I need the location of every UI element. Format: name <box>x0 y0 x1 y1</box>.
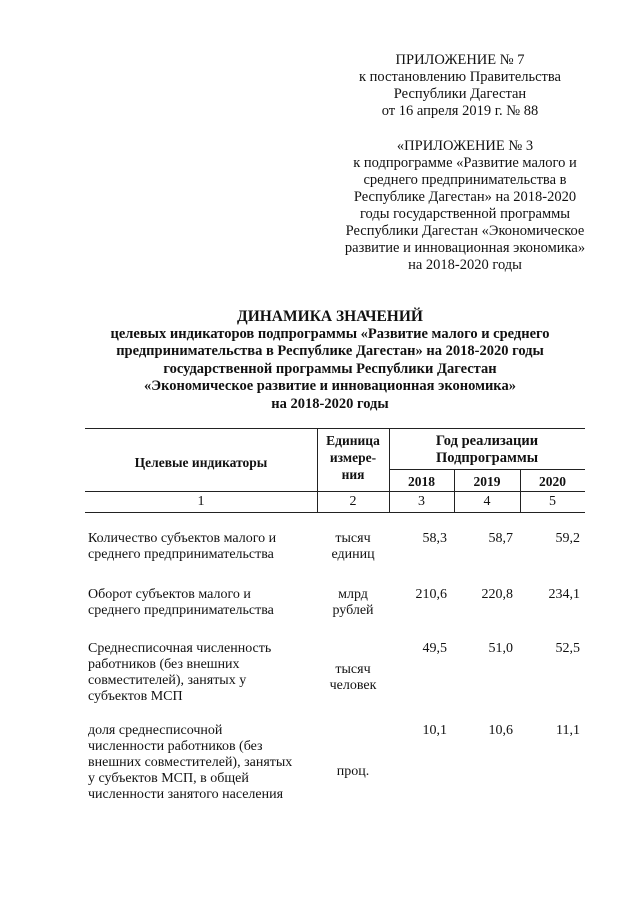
indicator-line: совместителей), занятых у <box>88 673 247 688</box>
value-2018: 210,6 <box>415 587 447 602</box>
indicator-line: доля среднесписочной <box>88 723 223 738</box>
indicator-line: среднего предпринимательства <box>88 547 274 562</box>
appendix-3-line: к подпрограмме «Развитие малого и <box>353 155 577 171</box>
indicator-line: Среднесписочная численность <box>88 641 272 656</box>
indicator-line: у субъектов МСП, в общей <box>88 771 249 786</box>
year-split-border <box>389 469 585 470</box>
appendix-3-line: Республики Дагестан «Экономическое <box>345 223 585 239</box>
indicator-line: Оборот субъектов малого и <box>88 587 251 602</box>
column-number: 5 <box>549 494 556 509</box>
unit-cell <box>317 531 389 563</box>
header-year-line: Подпрограммы <box>435 450 539 466</box>
title-line: целевых индикаторов подпрограммы «Развитие малого и среднего <box>110 325 550 342</box>
appendix-7-line: от 16 апреля 2019 г. № 88 <box>381 103 539 119</box>
value-2020: 52,5 <box>555 641 580 656</box>
header-unit-line: ния <box>341 467 365 482</box>
table-number-row-border <box>85 512 585 513</box>
indicator-avg-headcount <box>88 641 318 705</box>
unit-line: рублей <box>332 603 374 618</box>
header-unit-line: измере- <box>329 450 377 465</box>
appendix-3-line: на 2018-2020 годы <box>408 257 522 273</box>
appendix-7-line: Республики Дагестан <box>393 86 527 102</box>
unit-line: проц. <box>336 764 370 779</box>
value-2019: 10,6 <box>488 723 513 738</box>
title-line: на 2018-2020 годы <box>271 395 389 412</box>
title-line: предпринимательства в Республике Дагестан» на 2018-2020 годы <box>116 343 544 359</box>
appendix-3-line: «ПРИЛОЖЕНИЕ № 3 <box>396 138 534 154</box>
indicator-line: среднего предпринимательства <box>88 603 274 618</box>
value-2020: 11,1 <box>556 723 580 738</box>
unit-line: единиц <box>331 547 375 562</box>
indicator-line: численности занятого населения <box>88 787 284 802</box>
title-line: государственной программы Республики Дагестан <box>163 360 497 377</box>
unit-line: млрд <box>338 587 368 602</box>
document-title <box>70 308 590 413</box>
value-2019: 220,8 <box>481 587 513 602</box>
title-main: ДИНАМИКА ЗНАЧЕНИЙ <box>237 308 423 325</box>
indicator-line: численности работников (без <box>88 739 263 754</box>
value-2019: 51,0 <box>488 641 513 656</box>
appendix-3-line: годы государственной программы <box>359 206 571 222</box>
value-2020: 234,1 <box>548 587 580 602</box>
header-year-2019: 2019 <box>473 474 501 489</box>
appendix-3-line: Республике Дагестан» на 2018-2020 <box>353 189 577 205</box>
appendix-7-header <box>340 52 580 120</box>
indicator-smb-turnover <box>88 587 318 619</box>
header-year-line: Год реализации <box>435 433 539 449</box>
table-top-border <box>85 428 585 429</box>
value-2018: 58,3 <box>422 531 447 546</box>
column-number: 2 <box>349 494 357 509</box>
indicator-smb-count <box>88 531 318 563</box>
unit-line: тысяч <box>335 531 371 546</box>
indicator-line: субъектов МСП <box>88 689 183 704</box>
value-2018: 10,1 <box>422 723 447 738</box>
indicator-line: внешних совместителей), занятых <box>88 755 293 770</box>
header-unit-line: Единица <box>326 433 380 448</box>
column-number: 3 <box>418 494 425 509</box>
unit-cell <box>317 662 389 694</box>
column-number: 4 <box>483 494 491 509</box>
value-2018: 49,5 <box>422 641 447 656</box>
appendix-3-header <box>330 138 600 274</box>
header-year-2018: 2018 <box>408 474 435 489</box>
appendix-3-line: среднего предпринимательства в <box>363 172 567 188</box>
appendix-3-line: развитие и инновационная экономика» <box>344 240 586 256</box>
indicator-headcount-share <box>88 723 318 803</box>
appendix-7-line: ПРИЛОЖЕНИЕ № 7 <box>395 52 525 68</box>
value-2020: 59,2 <box>555 531 580 546</box>
header-unit <box>317 432 389 483</box>
title-line: «Экономическое развитие и инновационная экономика» <box>144 378 516 394</box>
header-year-2020: 2020 <box>539 474 566 489</box>
unit-line: тысяч <box>335 662 371 677</box>
appendix-7-line: к постановлению Правительства <box>359 69 561 85</box>
indicator-line: работников (без внешних <box>88 657 240 672</box>
header-year <box>389 433 585 467</box>
unit-line: человек <box>329 678 377 693</box>
unit-cell <box>317 764 389 780</box>
column-number: 1 <box>197 494 205 509</box>
unit-cell <box>317 587 389 619</box>
table-header-border <box>85 491 585 492</box>
value-2019: 58,7 <box>488 531 513 546</box>
header-indicators: Целевые индикаторы <box>134 455 268 470</box>
indicator-line: Количество субъектов малого и <box>88 531 277 546</box>
